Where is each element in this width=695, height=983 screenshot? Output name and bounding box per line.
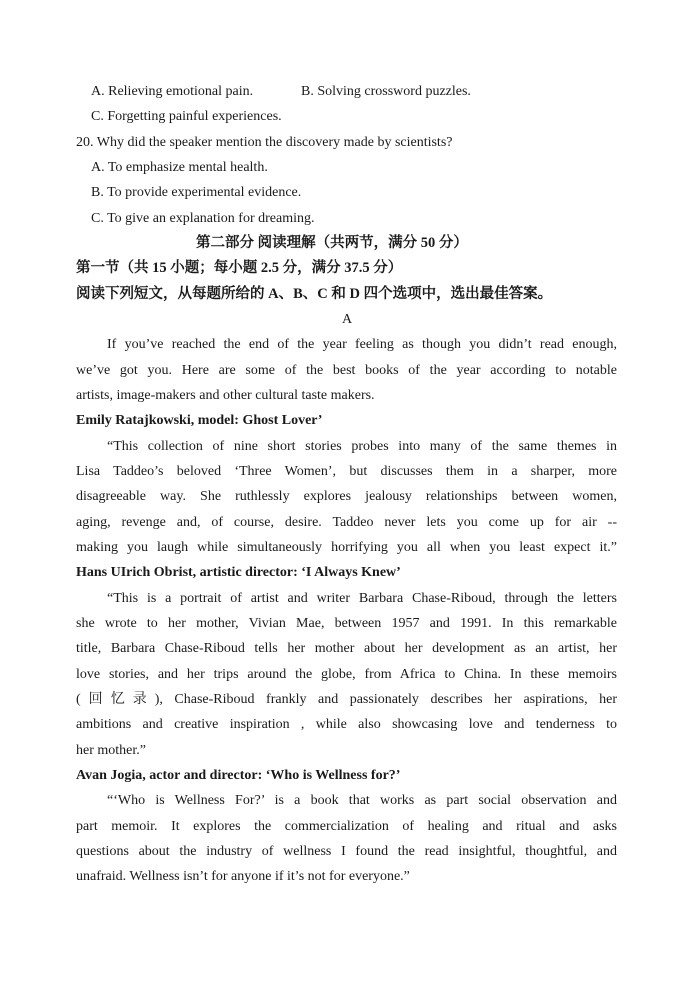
entry1-line: making you laugh while simultaneously horrifying you all when you least expect it.” [76, 540, 617, 555]
part2-title: 第二部分 阅读理解（共两节，满分 50 分） [196, 235, 468, 251]
entry2-heading: Hans UIrich Obrist, artistic director: ‘I Always Knew’ [76, 565, 401, 580]
entry3-line: questions about the industry of wellness I found the read insightful, thoughtful, and [76, 844, 617, 859]
q20-option-b: B. To provide experimental evidence. [91, 185, 302, 200]
entry2-line: her mother.” [76, 743, 146, 758]
entry2-line: ambitions and creative inspiration , while also showcasing love and tenderness to [76, 717, 617, 732]
entry1-heading: Emily Ratajkowski, model: Ghost Lover’ [76, 413, 323, 428]
q19-option-b: B. Solving crossword puzzles. [301, 84, 471, 99]
q20-question: 20. Why did the speaker mention the discovery made by scientists? [76, 135, 453, 150]
entry2-line: she wrote to her mother, Vivian Mae, between 1957 and 1991. In this remarkable [76, 616, 617, 631]
entry1-line: aging, revenge and, of course, desire. Taddeo never lets you come up for air -- [76, 515, 617, 530]
intro-line: we’ve got you. Here are some of the best books of the year according to notable [76, 363, 617, 378]
entry2-line: title, Barbara Chase-Riboud tells her mother about her development as an artist, her [76, 641, 617, 656]
entry2-line: (回忆录), Chase-Riboud frankly and passionately describes her aspirations, her [76, 692, 617, 707]
q19-option-c: C. Forgetting painful experiences. [91, 109, 282, 124]
q20-option-c: C. To give an explanation for dreaming. [91, 211, 315, 226]
reading-instruction: 阅读下列短文，从每题所给的 A、B、C 和 D 四个选项中，选出最佳答案。 [76, 286, 553, 302]
entry3-line: part memoir. It explores the commercialization of healing and ritual and asks [76, 819, 617, 834]
intro-line: artists, image-makers and other cultural taste makers. [76, 388, 375, 403]
entry1-line: disagreeable way. She ruthlessly explores jealousy relationships between women, [76, 489, 617, 504]
entry1-line: “This collection of nine short stories probes into many of the same themes in [107, 439, 617, 454]
section1-title: 第一节（共 15 小题；每小题 2.5 分，满分 37.5 分） [76, 260, 403, 276]
entry3-line: unafraid. Wellness isn’t for anyone if it’s not for everyone.” [76, 869, 410, 884]
intro-line: If you’ve reached the end of the year feeling as though you didn’t read enough, [107, 337, 617, 352]
entry2-line: love stories, and her trips around the globe, from Africa to China. In these memoirs [76, 667, 617, 682]
entry2-line: “This is a portrait of artist and writer Barbara Chase-Riboud, through the letters [107, 591, 617, 606]
passage-label: A [342, 312, 353, 327]
q19-option-a: A. Relieving emotional pain. [91, 84, 254, 99]
entry3-line: “‘Who is Wellness For?’ is a book that works as part social observation and [107, 793, 617, 808]
q20-option-a: A. To emphasize mental health. [91, 160, 268, 175]
entry3-heading: Avan Jogia, actor and director: ‘Who is Wellness for?’ [76, 768, 401, 783]
entry1-line: Lisa Taddeo’s beloved ‘Three Women’, but discusses them in a sharper, more [76, 464, 617, 479]
